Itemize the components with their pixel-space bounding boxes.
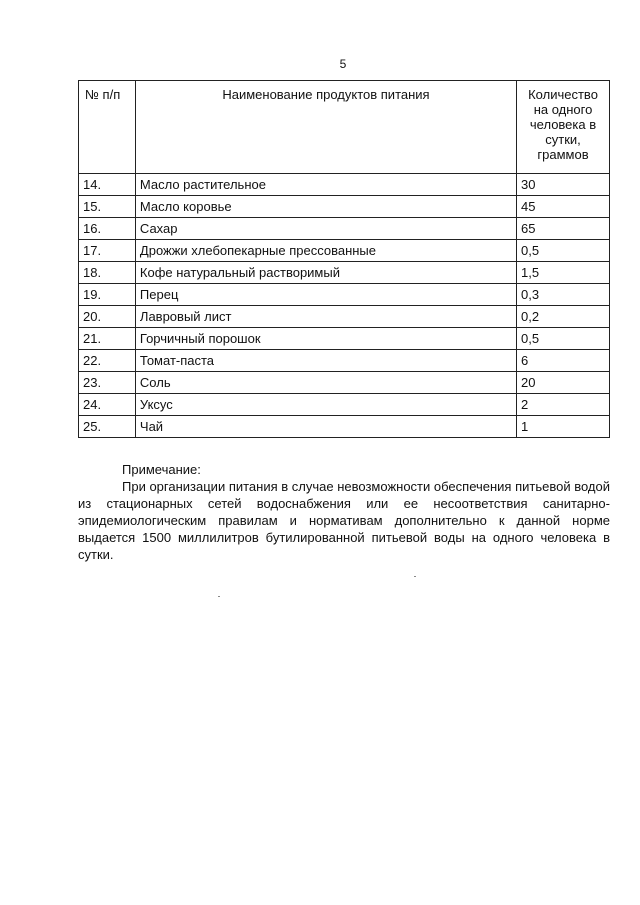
table-row: [79, 174, 610, 196]
cell-product-name: Горчичный порошок: [135, 328, 516, 350]
cell-product-name: Масло растительное: [135, 174, 516, 196]
cell-quantity: 20: [517, 372, 610, 394]
cell-product-name: Дрожжи хлебопекарные прессованные: [135, 240, 516, 262]
note-body: При организации питания в случае невозможности обеспечения питьевой водой из стационарных сетей водоснабжения или ее несоответствия санитарно-эпидемиологическим правилам и нормативам дополнительно к данной норме выдается 1500 миллилитров бутилированной питьевой воды на одного человека в сутки.: [78, 479, 610, 562]
cell-quantity: 2: [517, 394, 610, 416]
table-body: [79, 174, 610, 438]
cell-number: 18.: [79, 262, 136, 284]
scan-speck: [414, 576, 416, 577]
cell-quantity: 1,5: [517, 262, 610, 284]
cell-number: 14.: [79, 174, 136, 196]
cell-product-name: Соль: [135, 372, 516, 394]
cell-quantity: 30: [517, 174, 610, 196]
table-row: [79, 416, 610, 438]
cell-quantity: 0,3: [517, 284, 610, 306]
table-row: [79, 218, 610, 240]
cell-product-name: Чай: [135, 416, 516, 438]
table-row: [79, 372, 610, 394]
table-row: [79, 196, 610, 218]
cell-number: 19.: [79, 284, 136, 306]
cell-quantity: 1: [517, 416, 610, 438]
cell-product-name: Уксус: [135, 394, 516, 416]
cell-product-name: Перец: [135, 284, 516, 306]
cell-product-name: Масло коровье: [135, 196, 516, 218]
note-title: Примечание:: [122, 462, 201, 477]
cell-quantity: 0,5: [517, 328, 610, 350]
table-row: [79, 350, 610, 372]
cell-number: 16.: [79, 218, 136, 240]
food-norms-table: [78, 80, 610, 438]
cell-number: 20.: [79, 306, 136, 328]
cell-number: 23.: [79, 372, 136, 394]
scan-speck: [218, 596, 220, 597]
table-row: [79, 394, 610, 416]
note-section: [78, 461, 610, 563]
table-row: [79, 306, 610, 328]
header-quantity: Количество на одного человека в сутки, граммов: [517, 81, 610, 174]
cell-product-name: Томат-паста: [135, 350, 516, 372]
page-number: 5: [339, 57, 347, 71]
table-header-row: [79, 81, 610, 174]
table-row: [79, 284, 610, 306]
cell-number: 17.: [79, 240, 136, 262]
cell-number: 21.: [79, 328, 136, 350]
table-row: [79, 240, 610, 262]
cell-number: 25.: [79, 416, 136, 438]
cell-number: 24.: [79, 394, 136, 416]
header-product-name: Наименование продуктов питания: [135, 81, 516, 174]
cell-quantity: 0,2: [517, 306, 610, 328]
cell-quantity: 65: [517, 218, 610, 240]
table-row: [79, 328, 610, 350]
cell-product-name: Кофе натуральный растворимый: [135, 262, 516, 284]
cell-number: 15.: [79, 196, 136, 218]
cell-product-name: Лавровый лист: [135, 306, 516, 328]
cell-number: 22.: [79, 350, 136, 372]
cell-quantity: 6: [517, 350, 610, 372]
cell-product-name: Сахар: [135, 218, 516, 240]
cell-quantity: 45: [517, 196, 610, 218]
table-row: [79, 262, 610, 284]
header-number: № п/п: [79, 81, 136, 174]
cell-quantity: 0,5: [517, 240, 610, 262]
